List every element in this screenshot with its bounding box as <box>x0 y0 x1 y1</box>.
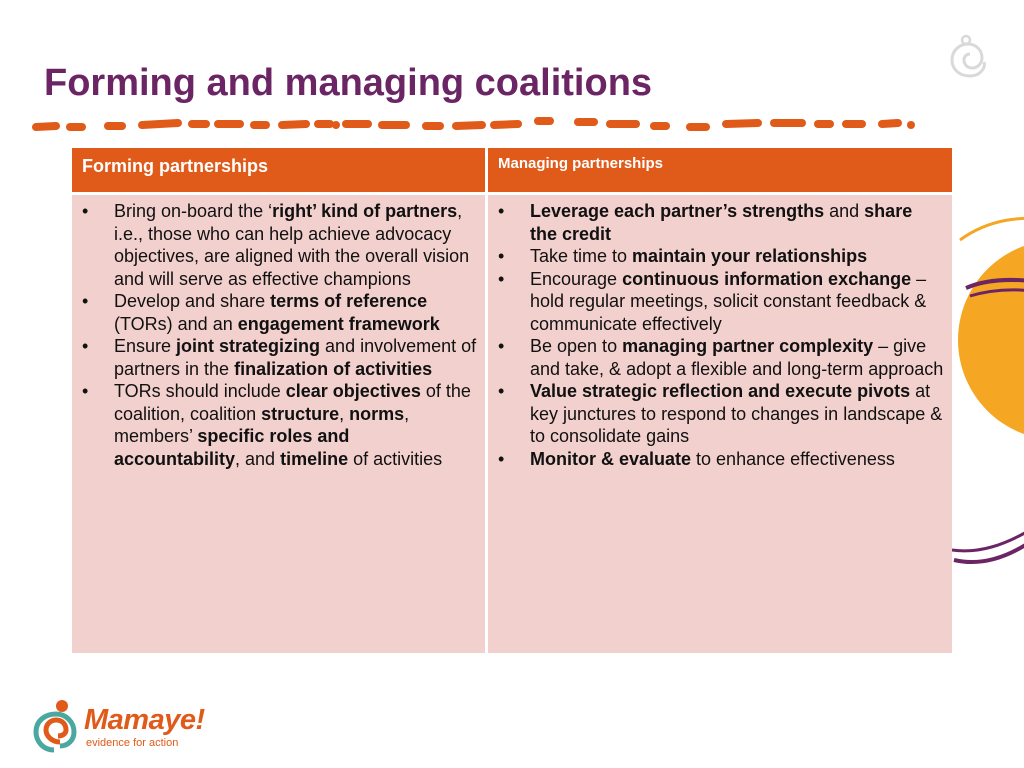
text: to enhance effectiveness <box>691 448 895 469</box>
logo-name: Mamaye! <box>84 704 205 736</box>
managing-list <box>498 200 944 470</box>
text: Take time to <box>530 246 633 266</box>
text: , members’ <box>114 403 410 446</box>
list-item <box>82 290 477 335</box>
bold-text: engagement framework <box>237 313 440 334</box>
text: , i.e., those who can help achieve advocacy objectives, are aligned with the overall vision and will serve as effective champions <box>114 201 470 289</box>
list-item <box>82 335 477 380</box>
bullet: • <box>498 246 505 266</box>
bullet: • <box>82 291 89 311</box>
list-item <box>498 268 944 336</box>
bullet: • <box>498 448 505 469</box>
text: at key junctures to respond to changes in landscape & to consolidate gains <box>530 381 943 446</box>
text: – hold regular meetings, solicit constant feedback & communicate effectively <box>530 268 927 334</box>
header-managing-partnerships: Managing partnerships <box>488 148 952 192</box>
bold-text: Leverage each partner’s strengths <box>530 201 825 221</box>
bullet: • <box>498 381 505 401</box>
bold-text: managing partner complexity <box>622 336 874 356</box>
forming-partnerships-cell <box>72 195 485 653</box>
bold-text: share the credit <box>530 201 913 244</box>
text: Develop and share <box>114 291 271 311</box>
list-item <box>82 380 477 470</box>
list-item <box>82 200 477 290</box>
list-item <box>498 380 944 448</box>
bullet: • <box>82 201 89 221</box>
text: Be open to <box>530 336 623 356</box>
bold-text: joint strategizing <box>176 336 321 356</box>
bold-text: clear objectives <box>285 381 421 401</box>
list-item <box>498 200 944 245</box>
managing-partnerships-cell <box>488 195 952 653</box>
bold-text: norms <box>349 403 405 424</box>
forming-list <box>82 200 477 470</box>
bold-text: right’ kind of partners <box>272 201 458 221</box>
list-item <box>498 448 944 471</box>
list-item <box>498 335 944 380</box>
bold-text: terms of reference <box>270 291 428 311</box>
header-forming-partnerships: Forming partnerships <box>72 148 485 192</box>
bullet: • <box>498 268 505 289</box>
logo-tagline: evidence for action <box>86 737 179 749</box>
decorative-sun-arcs <box>940 200 1024 580</box>
text: Ensure <box>114 336 177 356</box>
bold-text: specific roles and accountability <box>114 426 350 469</box>
text: TORs should include <box>114 381 286 401</box>
bold-text: finalization of activities <box>234 358 433 379</box>
bullet: • <box>498 201 505 221</box>
bullet: • <box>498 336 505 356</box>
bold-text: Monitor & evaluate <box>530 448 692 469</box>
decorative-dash-line <box>30 114 920 134</box>
bold-text: maintain your relationships <box>632 246 868 266</box>
bullet: • <box>82 381 89 401</box>
text: – give and take, & adopt a flexible and long-term approach <box>530 336 944 379</box>
mamaye-spiral-logo-icon <box>32 698 82 754</box>
bold-text: Value strategic reflection and execute pivots <box>530 381 911 401</box>
bullet: • <box>82 336 89 356</box>
text: , and <box>235 448 281 469</box>
text: , <box>339 403 350 424</box>
text: Encourage <box>530 268 623 289</box>
slide-title: Forming and managing coalitions <box>44 62 653 104</box>
text: (TORs) and an <box>114 313 238 334</box>
list-item <box>498 245 944 268</box>
text: Bring on-board the ‘ <box>114 201 273 221</box>
partnerships-table <box>72 148 952 653</box>
text: of the coalition, coalition <box>114 381 471 424</box>
bold-text: continuous information exchange <box>622 268 912 289</box>
bold-text: structure <box>261 403 340 424</box>
text: and involvement of partners in the <box>114 336 477 379</box>
bold-text: timeline <box>280 448 349 469</box>
text: of activities <box>348 448 443 469</box>
mamaye-outline-logo-icon <box>944 32 996 84</box>
text: and <box>824 201 865 221</box>
